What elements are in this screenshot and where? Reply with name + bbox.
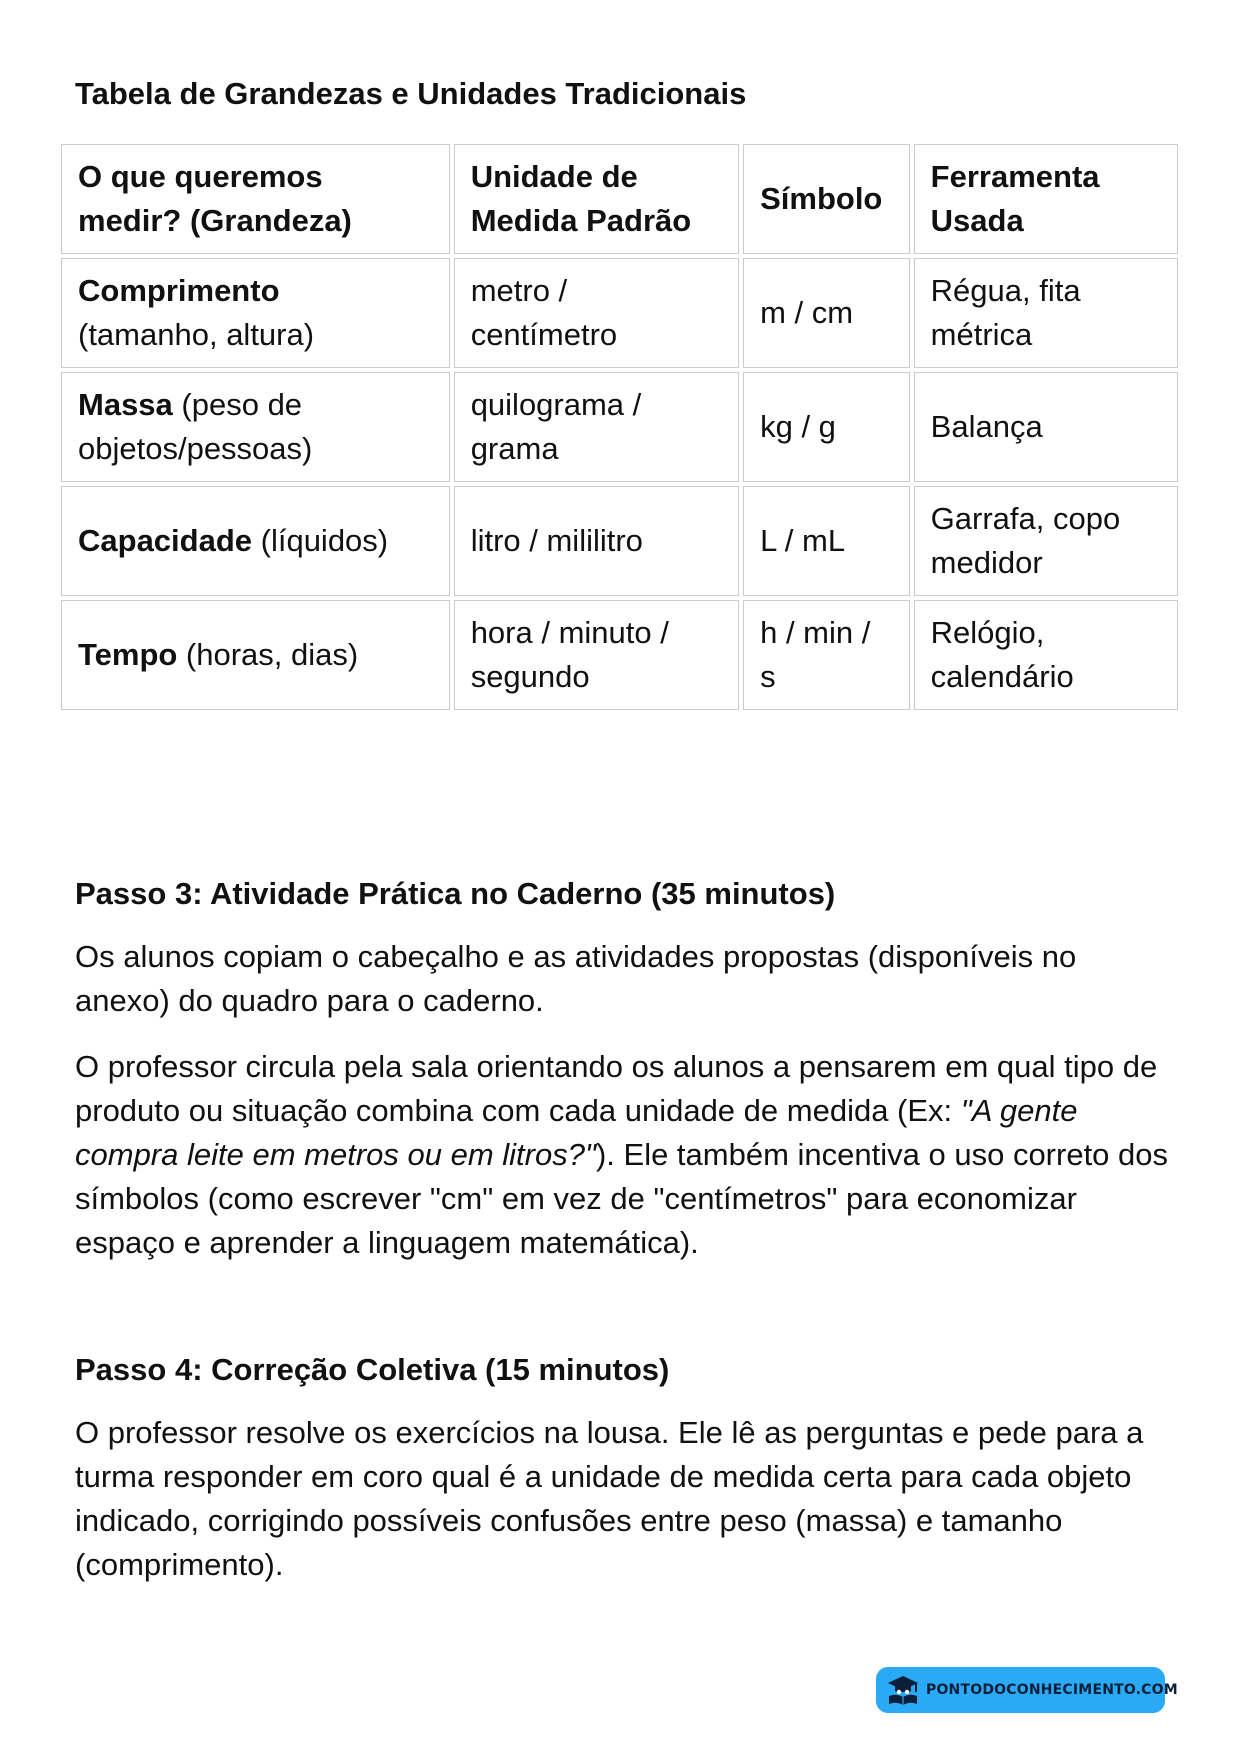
cell-ferramenta: Régua, fita métrica <box>914 258 1178 368</box>
document-title: Tabela de Grandezas e Unidades Tradicionais <box>75 76 747 111</box>
step3-title: Passo 3: Atividade Prática no Caderno (35 minutos) <box>75 876 836 911</box>
grandeza-name: Massa <box>78 387 173 422</box>
step4-title: Passo 4: Correção Coletiva (15 minutos) <box>75 1352 670 1387</box>
grandeza-desc: (horas, dias) <box>177 637 359 672</box>
grandeza-desc: (líquidos) <box>252 523 389 558</box>
cell-ferramenta: Relógio, calendário <box>914 600 1178 710</box>
step3-paragraph-1: Os alunos copiam o cabeçalho e as atividades propostas (disponíveis no anexo) do quadro para o caderno. <box>75 939 1077 1018</box>
graduation-cap-book-icon <box>886 1673 920 1707</box>
step4-paragraph-1: O professor resolve os exercícios na lousa. Ele lê as perguntas e pede para a turma responder em coro qual é a unidade de medida certa para cada objeto indicado, corrigindo possíveis confusões entre peso (massa) e tamanho (comprimento). <box>75 1415 1144 1582</box>
cell-simbolo: L / mL <box>743 486 910 596</box>
table-header-row <box>61 144 1178 254</box>
cell-grandeza <box>61 258 450 368</box>
step3-paragraph-2 <box>75 1045 1175 1265</box>
step3-p2-text-b: ). Ele também incentiva o uso correto dos símbolos (como escrever "cm" em vez de "centímetros" para economizar espaço e aprender a linguagem matemática). <box>75 1137 1169 1260</box>
table-row <box>61 372 1178 482</box>
grandeza-desc: (peso de objetos/pessoas) <box>78 387 313 466</box>
header-simbolo: Símbolo <box>743 144 910 254</box>
cell-unidade: hora / minuto / segundo <box>454 600 739 710</box>
grandeza-name: Comprimento <box>78 273 280 308</box>
step3-p2-example: "A gente compra leite em metros ou em litros?" <box>75 1093 1078 1172</box>
header-ferramenta: Ferramenta Usada <box>914 144 1178 254</box>
cell-simbolo: kg / g <box>743 372 910 482</box>
measures-table <box>57 140 1182 714</box>
cell-ferramenta: Balança <box>914 372 1178 482</box>
cell-grandeza <box>61 372 450 482</box>
cell-unidade: litro / mililitro <box>454 486 739 596</box>
header-grandeza: O que queremos medir? (Grandeza) <box>61 144 450 254</box>
table-row <box>61 258 1178 368</box>
cell-unidade: metro / centímetro <box>454 258 739 368</box>
cell-grandeza <box>61 486 450 596</box>
table-row <box>61 486 1178 596</box>
grandeza-name: Tempo <box>78 637 178 672</box>
table-row <box>61 600 1178 710</box>
grandeza-name: Capacidade <box>78 523 253 558</box>
cell-simbolo: h / min / s <box>743 600 910 710</box>
cell-unidade: quilograma / grama <box>454 372 739 482</box>
logo-text: PONTODOCONHECIMENTO.COM <box>926 1682 1178 1698</box>
grandeza-desc: (tamanho, altura) <box>78 317 315 352</box>
cell-simbolo: m / cm <box>743 258 910 368</box>
cell-ferramenta: Garrafa, copo medidor <box>914 486 1178 596</box>
step3-p2-text-a: O professor circula pela sala orientando os alunos a pensarem em qual tipo de produto ou situação combina com cada unidade de medida (Ex: <box>75 1049 1158 1128</box>
cell-grandeza <box>61 600 450 710</box>
site-logo-badge <box>876 1667 1178 1713</box>
header-unidade: Unidade de Medida Padrão <box>454 144 739 254</box>
